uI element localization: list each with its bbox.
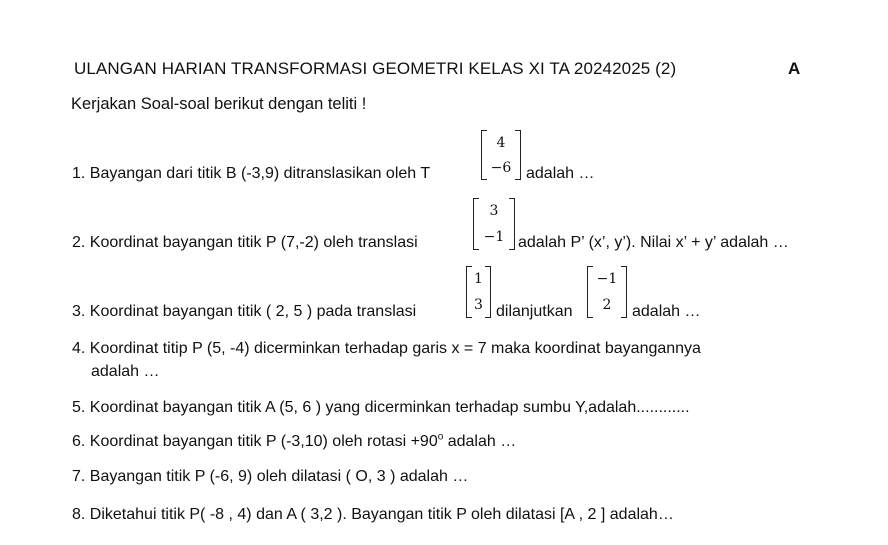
matrix-entry: 3 [474, 297, 483, 313]
degree-symbol: o [437, 431, 444, 443]
question-1-text: 1. Bayangan dari titik B (-3,9) ditranslasikan oleh T [72, 165, 431, 182]
version-label: A [788, 59, 801, 78]
question-4-line-1: 4. Koordinat titip P (5, -4) dicerminkan terhadap garis x = 7 maka koordinat bayangannya [72, 340, 701, 357]
question-2-suffix: adalah P’ (x’, y’). Nilai x’ + y’ adalah … [518, 234, 789, 251]
question-3-translation-matrix-1 [466, 266, 491, 318]
matrix-entry: −6 [490, 159, 512, 176]
question-2-translation-matrix [473, 198, 515, 250]
question-6-text [72, 433, 516, 451]
page-title: ULANGAN HARIAN TRANSFORMASI GEOMETRI KELAS XI TA 20242025 (2) [74, 59, 677, 78]
matrix-entry: 4 [496, 134, 506, 151]
question-6-main: 6. Koordinat bayangan titik P (-3,10) oleh rotasi +90 [72, 433, 438, 450]
matrix-entry: 3 [489, 203, 499, 219]
question-3-text: 3. Koordinat bayangan titik ( 2, 5 ) pada translasi [72, 303, 417, 320]
question-4-line-2: adalah … [91, 363, 160, 380]
matrix-entry: 2 [602, 297, 612, 313]
question-2-text: 2. Koordinat bayangan titik P (7,-2) oleh translasi [72, 234, 418, 251]
question-3-suffix: adalah … [632, 303, 701, 320]
question-3-middle: dilanjutkan [496, 303, 573, 320]
question-7-text: 7. Bayangan titik P (-6, 9) oleh dilatasi ( O, 3 ) adalah … [72, 468, 469, 485]
instruction-text: Kerjakan Soal-soal berikut dengan teliti ! [71, 95, 367, 113]
matrix-entry: −1 [596, 271, 618, 287]
question-6-suffix: adalah … [443, 433, 517, 450]
question-1-suffix: adalah … [526, 165, 595, 182]
question-3-translation-matrix-2 [587, 266, 627, 318]
matrix-entry: −1 [483, 229, 505, 245]
question-1-translation-matrix [481, 130, 521, 180]
question-8-text: 8. Diketahui titik P( -8 , 4) dan A ( 3,2 ). Bayangan titik P oleh dilatasi [A , 2 ] adalah… [72, 506, 674, 523]
question-5-text: 5. Koordinat bayangan titik A (5, 6 ) yang dicerminkan terhadap sumbu Y,adalah............ [72, 399, 690, 416]
matrix-entry: 1 [474, 271, 483, 287]
